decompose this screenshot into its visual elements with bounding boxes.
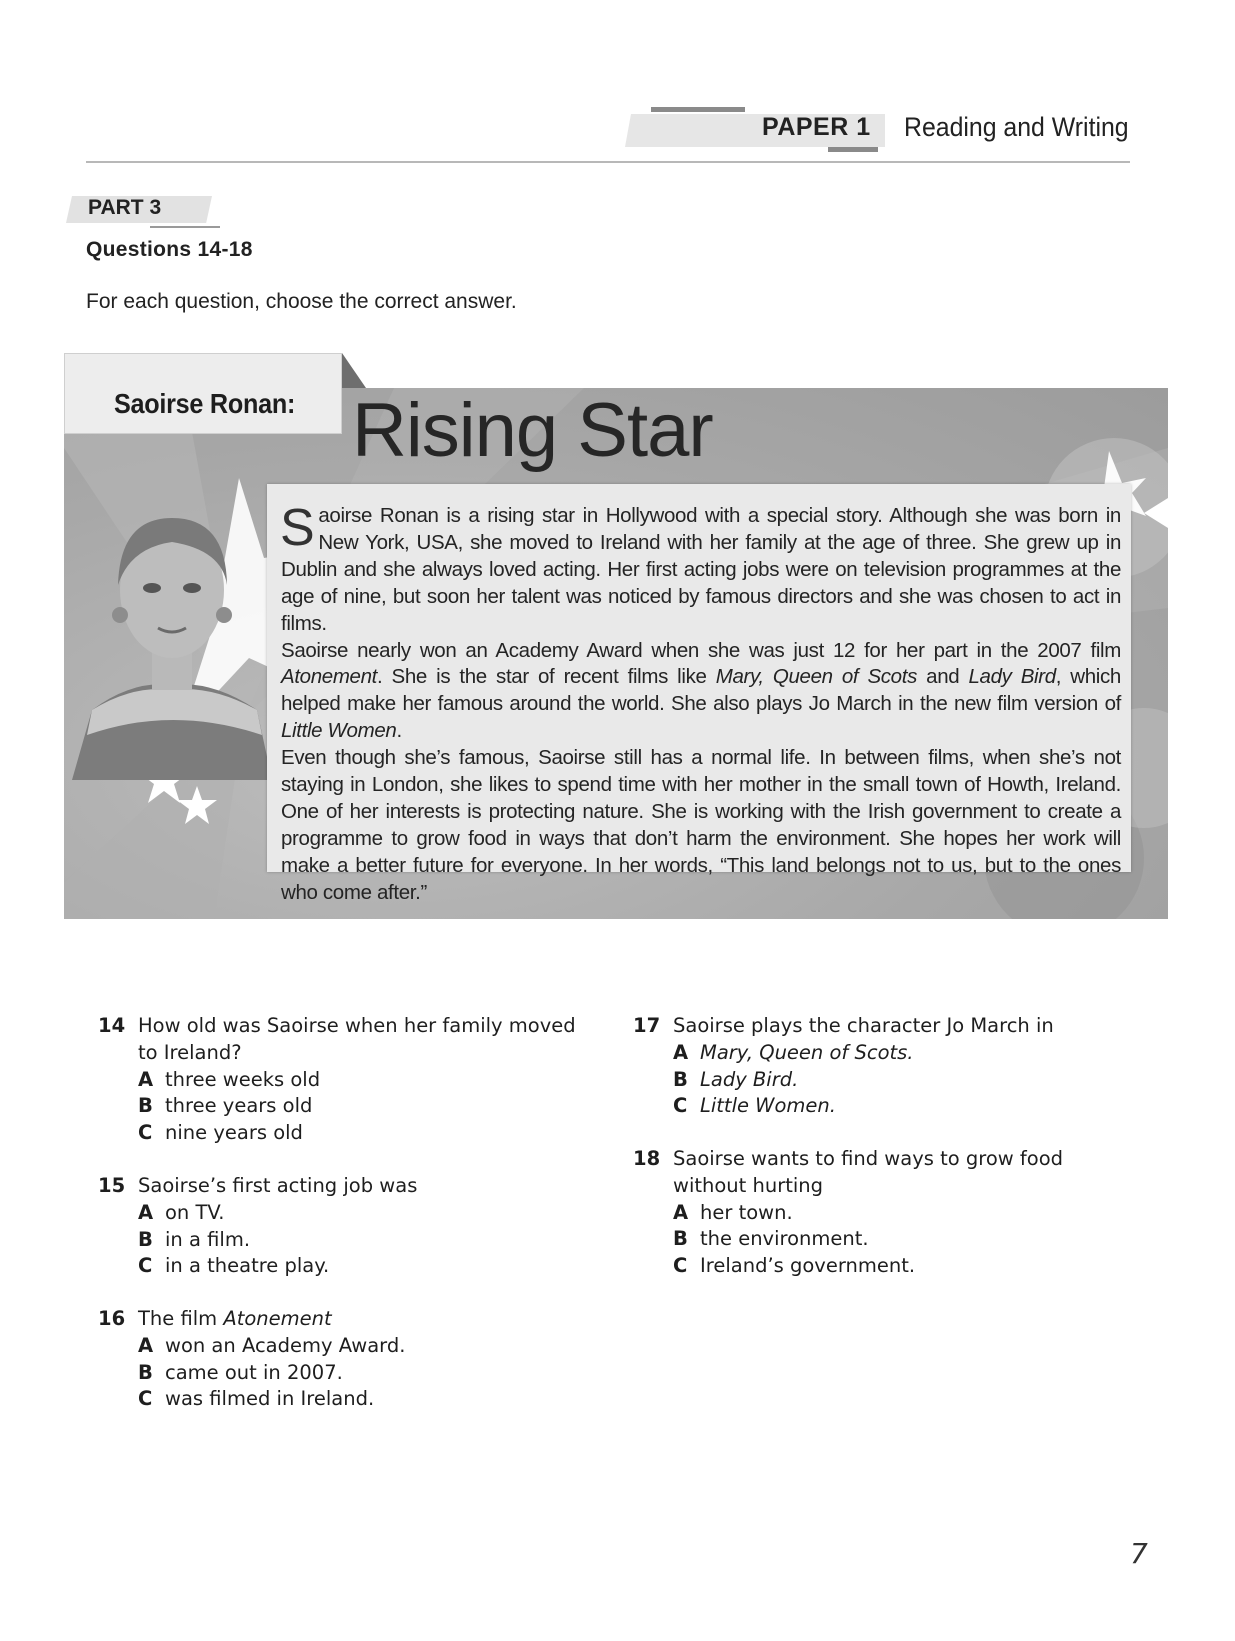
article-paragraph-2: Saoirse nearly won an Academy Award when she was just 12 for her part in the 2007 film Atonement. She is the star of recent films like Mary, Queen of Scots and Lady Bird, which helped make her famous around the world. She also plays Jo March in the new film version of Little Women. [281, 638, 1121, 743]
question-14 [98, 1013, 618, 1147]
title-tab-corner [342, 353, 366, 388]
header-rule [86, 161, 1130, 163]
question-stem-cont: without hurting [673, 1173, 824, 1197]
question-15 [98, 1173, 618, 1280]
part-underline [150, 226, 220, 228]
question-number: 17 [633, 1014, 661, 1037]
header-underline-bar [828, 147, 878, 152]
article-subtitle: Saoirse Ronan: [114, 388, 296, 419]
question-16 [98, 1306, 618, 1413]
question-17 [633, 1013, 1153, 1120]
option-b[interactable]: B in a film. [138, 1227, 251, 1251]
portrait-image [72, 480, 272, 780]
corner-star-tip-icon [1144, 498, 1168, 528]
option-b[interactable]: B the environment. [673, 1227, 869, 1251]
questions-range: Questions 14-18 [86, 238, 253, 261]
question-stem: Saoirse wants to find ways to grow food [673, 1147, 1064, 1170]
question-stem: How old was Saoirse when her family moved [138, 1014, 576, 1037]
option-a[interactable]: A won an Academy Award. [138, 1333, 406, 1357]
section-title: Reading and Writing [904, 112, 1129, 142]
question-18 [633, 1146, 1153, 1280]
article-paragraph-1: Saoirse Ronan is a rising star in Hollywood with a special story. Although she was born in New York, USA, she moved to Ireland with her family at the age of three. She grew up in Dublin and she always loved acting. Her first acting jobs were on television programmes at the age of nine, but soon her talent was noticed by famous directors and she was chosen to act in films. [280, 499, 1121, 635]
article-paragraph-3: Even though she’s famous, Saoirse still has a normal life. In between films, when she’s not staying in London, she likes to spend time with her mother in the small town of Howth, Ireland. One of her interests is protecting nature. She is working with the Irish government to create a programme to grow food in ways that don’t harm the environment. She hopes her work will make a better future for everyone. In her words, “This land belongs not to us, but to the ones who come after.” [281, 746, 1121, 904]
instruction-text: For each question, choose the correct answer. [86, 290, 517, 313]
option-c[interactable]: C in a theatre play. [138, 1254, 330, 1278]
header-accent-bar [651, 107, 745, 112]
question-number: 14 [98, 1014, 126, 1037]
question-number: 15 [98, 1174, 126, 1197]
page-number: 7 [1130, 1537, 1148, 1570]
option-b[interactable]: B Lady Bird. [673, 1067, 799, 1091]
question-number: 16 [98, 1307, 126, 1330]
question-number: 18 [633, 1147, 661, 1170]
option-c[interactable]: C nine years old [138, 1121, 303, 1145]
option-b[interactable]: B three years old [138, 1094, 313, 1118]
part-label: PART 3 [88, 196, 162, 219]
question-stem: The film Atonement [138, 1307, 332, 1330]
option-a[interactable]: A on TV. [138, 1200, 225, 1224]
option-a[interactable]: A Mary, Queen of Scots. [673, 1040, 914, 1064]
article-title: Rising Star [352, 388, 713, 473]
drop-cap: S [280, 499, 315, 557]
option-b[interactable]: B came out in 2007. [138, 1360, 343, 1384]
option-c[interactable]: C Little Women. [673, 1094, 836, 1118]
question-stem-cont: to Ireland? [138, 1040, 242, 1064]
option-a[interactable]: A her town. [673, 1200, 793, 1224]
option-c[interactable]: C Ireland’s government. [673, 1254, 916, 1278]
question-stem: Saoirse’s first acting job was [138, 1174, 418, 1197]
small-star-icon [177, 786, 217, 824]
article-body [280, 499, 1121, 907]
paper-label: PAPER 1 [762, 113, 871, 141]
option-a[interactable]: A three weeks old [138, 1067, 321, 1091]
question-stem: Saoirse plays the character Jo March in [673, 1014, 1054, 1037]
option-c[interactable]: C was filmed in Ireland. [138, 1387, 375, 1411]
